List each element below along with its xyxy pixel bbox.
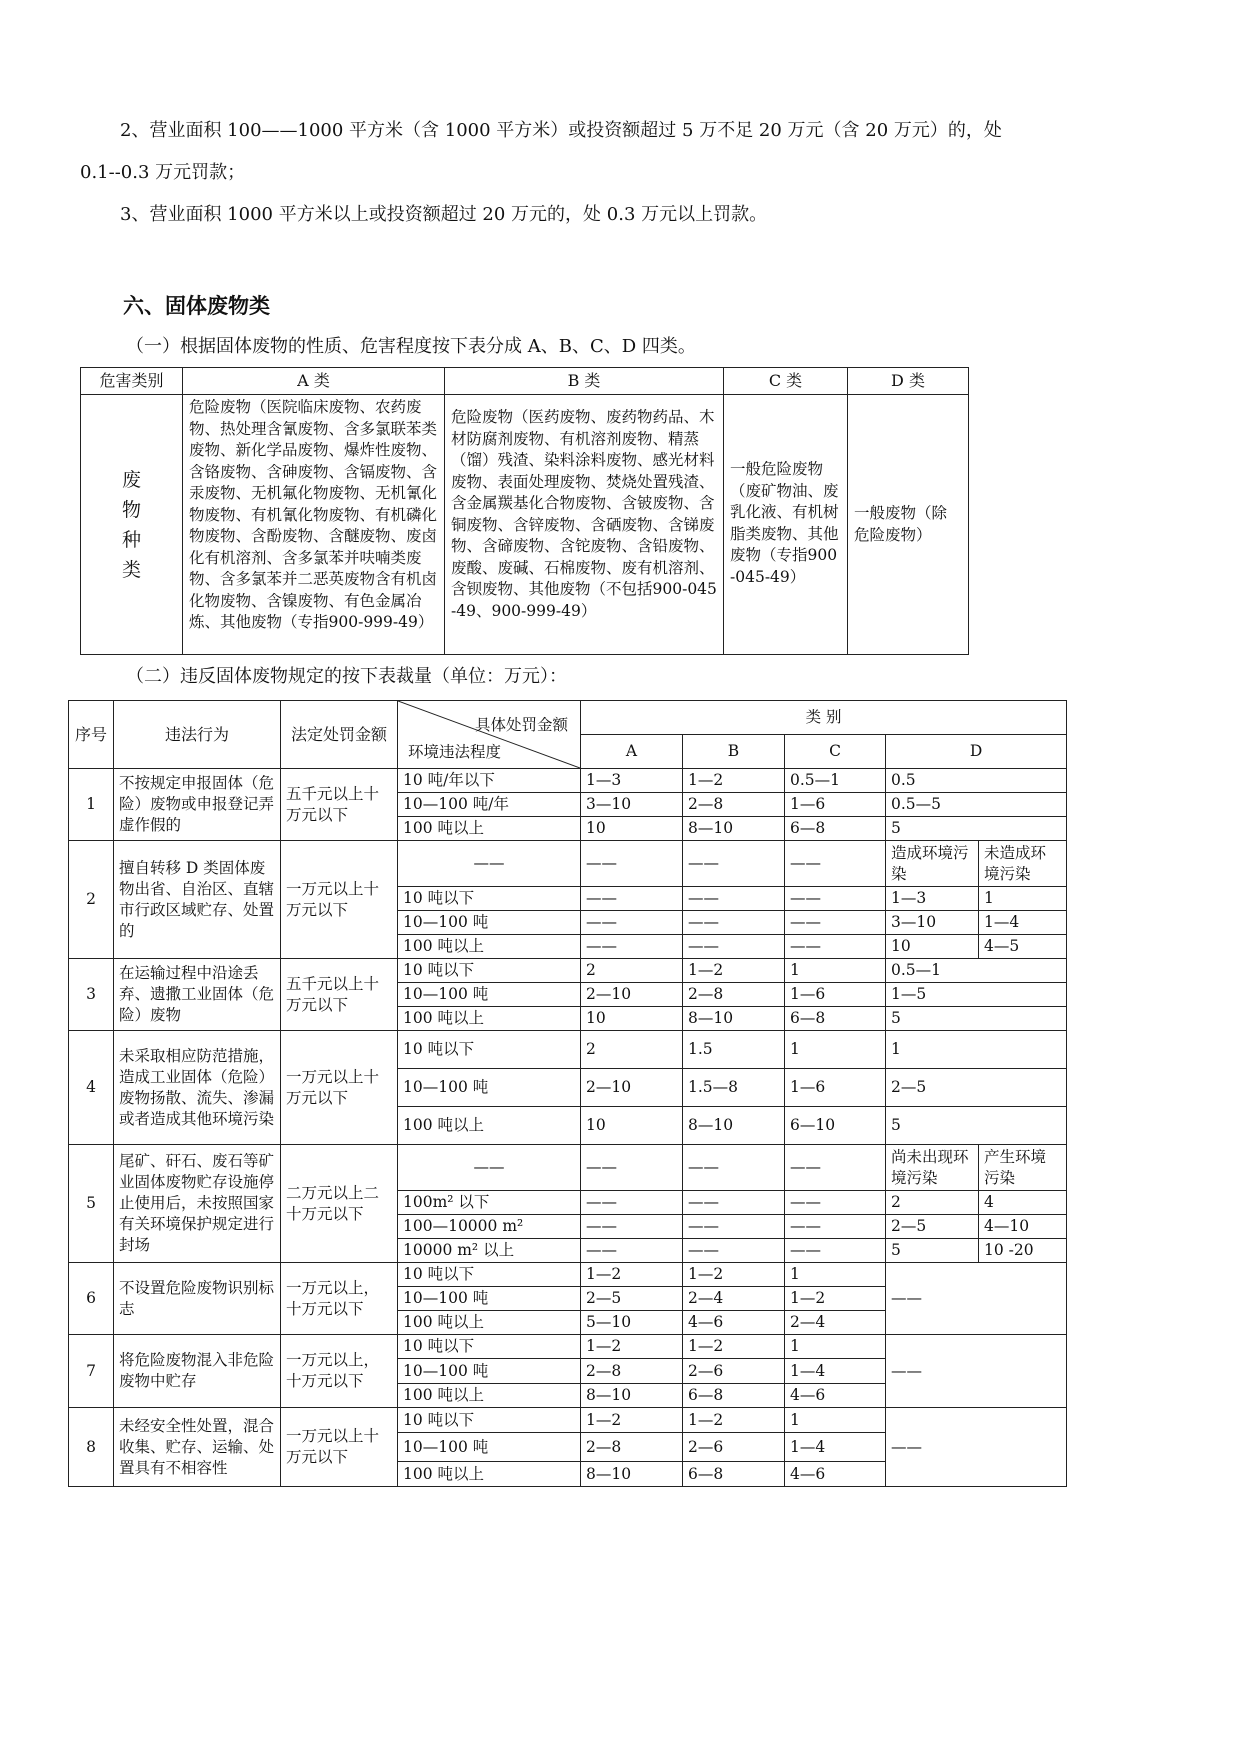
legal-amount: 五千元以上十万元以下	[281, 959, 398, 1031]
serial-no: 5	[69, 1145, 114, 1263]
amount-d: 1—5	[886, 983, 1067, 1007]
amount-a: 5—10	[581, 1311, 683, 1335]
degree: 100 吨以上	[398, 1384, 581, 1408]
degree: 10 吨以下	[398, 1335, 581, 1359]
degree: 10—100 吨	[398, 911, 581, 935]
amount-c: 4—6	[785, 1462, 886, 1487]
amount-b: 6—8	[683, 1462, 785, 1487]
serial-no: 4	[69, 1031, 114, 1145]
amount-d: 0.5—1	[886, 959, 1067, 983]
table-row	[69, 1408, 1067, 1433]
amount-a: 2—8	[581, 1433, 683, 1462]
amount-c: 1—6	[785, 1069, 886, 1107]
legal-amount: 一万元以上，十万元以下	[281, 1263, 398, 1335]
amount-b-dash: ——	[683, 911, 785, 935]
paragraph-2-line-2: 0.1--0.3 万元罚款；	[80, 162, 246, 183]
amount-a: 2—8	[581, 1359, 683, 1384]
amount-d1: 1—3	[886, 887, 979, 911]
serial-no: 7	[69, 1335, 114, 1408]
amount-a: 1—2	[581, 1335, 683, 1359]
header-diagonal-cell	[398, 701, 581, 769]
amount-a-dash: ——	[581, 1239, 683, 1263]
amount-b: 6—8	[683, 1384, 785, 1408]
amount-a-dash: ——	[581, 1215, 683, 1239]
row-label-waste-type: 废物种类	[81, 395, 183, 655]
table-row	[69, 769, 1067, 793]
serial-no: 2	[69, 841, 114, 959]
amount-d1: 10	[886, 935, 979, 959]
amount-b: 1—2	[683, 959, 785, 983]
penalty-table	[68, 700, 1067, 1487]
header-cat-a: A	[581, 735, 683, 769]
amount-a-dash: ——	[581, 1145, 683, 1191]
degree: 100 吨以上	[398, 817, 581, 841]
table-row	[69, 1335, 1067, 1359]
class-d-desc: 一般废物（除危险废物）	[848, 395, 969, 655]
amount-c: 0.5—1	[785, 769, 886, 793]
amount-d2: 1—4	[979, 911, 1067, 935]
amount-b: 2—8	[683, 983, 785, 1007]
amount-a-dash: ——	[581, 887, 683, 911]
amount-c: 1	[785, 1263, 886, 1287]
amount-c-dash: ——	[785, 841, 886, 887]
amount-d1: 3—10	[886, 911, 979, 935]
serial-no: 6	[69, 1263, 114, 1335]
d-subheader-no-pollution-yet: 尚未出现环境污染	[886, 1145, 979, 1191]
amount-c-dash: ——	[785, 1215, 886, 1239]
degree-dash: ——	[398, 841, 581, 887]
amount-d1: 2—5	[886, 1215, 979, 1239]
amount-c-dash: ——	[785, 935, 886, 959]
degree: 10—100 吨	[398, 983, 581, 1007]
header-legal-amount: 法定处罚金额	[281, 701, 398, 769]
amount-a: 10	[581, 1007, 683, 1031]
amount-d: 5	[886, 817, 1067, 841]
violation-desc: 未采取相应防范措施，造成工业固体（危险）废物扬散、流失、渗漏或者造成其他环境污染	[114, 1031, 281, 1145]
degree: 10—100 吨	[398, 1359, 581, 1384]
serial-no: 1	[69, 769, 114, 841]
d-subheader-polluted: 造成环境污染	[886, 841, 979, 887]
degree: 10 吨/年以下	[398, 769, 581, 793]
amount-c: 1	[785, 1335, 886, 1359]
amount-d-dash: ——	[886, 1335, 1067, 1408]
diag-label-env-degree: 环境违法程度	[408, 743, 502, 761]
amount-c: 1—4	[785, 1359, 886, 1384]
amount-b: 4—6	[683, 1311, 785, 1335]
amount-d2: 1	[979, 887, 1067, 911]
amount-d2: 10 -20	[979, 1239, 1067, 1263]
amount-d: 0.5	[886, 769, 1067, 793]
degree-dash: ——	[398, 1145, 581, 1191]
amount-a: 8—10	[581, 1462, 683, 1487]
table-row	[69, 841, 1067, 887]
amount-a: 2—10	[581, 983, 683, 1007]
serial-no: 8	[69, 1408, 114, 1487]
amount-c: 6—8	[785, 1007, 886, 1031]
amount-c: 6—8	[785, 817, 886, 841]
amount-b-dash: ——	[683, 935, 785, 959]
amount-a: 2—5	[581, 1287, 683, 1311]
amount-a-dash: ——	[581, 1191, 683, 1215]
amount-b: 2—6	[683, 1433, 785, 1462]
amount-d: 2—5	[886, 1069, 1067, 1107]
table-row	[69, 1263, 1067, 1287]
amount-b-dash: ——	[683, 841, 785, 887]
degree: 10 吨以下	[398, 959, 581, 983]
amount-b-dash: ——	[683, 887, 785, 911]
amount-b: 1—2	[683, 769, 785, 793]
serial-no: 3	[69, 959, 114, 1031]
legal-amount: 一万元以上十万元以下	[281, 841, 398, 959]
amount-b: 1—2	[683, 1408, 785, 1433]
header-category: 类 别	[581, 701, 1067, 735]
violation-desc: 不设置危险废物识别标志	[114, 1263, 281, 1335]
degree: 10—100 吨/年	[398, 793, 581, 817]
class-b-desc: 危险废物（医药废物、废药物药品、木材防腐剂废物、有机溶剂废物、精蒸（馏）残渣、染料涂料废物、感光材料废物、表面处理废物、焚烧处置残渣、含金属羰基化合物废物、含铍废物、含铜废物、含锌废物、含硒废物、含锑废物、含碲废物、含铊废物、含铅废物、废酸、废碱、石棉废物、废有机溶剂、含钡废物、其他废物（不包括900-045-49、900-999-49）	[445, 395, 724, 655]
amount-c: 4—6	[785, 1384, 886, 1408]
amount-c: 1	[785, 1408, 886, 1433]
violation-desc: 未经安全性处置，混合收集、贮存、运输、处置具有不相容性	[114, 1408, 281, 1487]
amount-c-dash: ——	[785, 1191, 886, 1215]
legal-amount: 二万元以上二十万元以下	[281, 1145, 398, 1263]
class-a-desc: 危险废物（医院临床废物、农药废物、热处理含氰废物、含多氯联苯类废物、新化学品废物、爆炸性废物、含铬废物、含砷废物、含镉废物、含汞废物、无机氟化物废物、无机氰化物废物、有机氰化物废物、有机磷化物废物、含酚废物、含醚废物、废卤化有机溶剂、含多氯苯并呋喃类废物、含多氯苯并二恶英废物含有机卤化物废物、含镍废物、有色金属冶炼、其他废物（专指900-999-49）	[183, 395, 445, 655]
header-cat-c: C	[785, 735, 886, 769]
degree: 10 吨以下	[398, 1263, 581, 1287]
amount-b-dash: ——	[683, 1239, 785, 1263]
degree: 100 吨以上	[398, 1311, 581, 1335]
amount-a: 8—10	[581, 1384, 683, 1408]
degree: 100m² 以下	[398, 1191, 581, 1215]
amount-b: 8—10	[683, 1007, 785, 1031]
amount-d-dash: ——	[886, 1263, 1067, 1335]
degree: 100 吨以上	[398, 1107, 581, 1145]
diag-label-penalty-amount: 具体处罚金额	[474, 716, 568, 734]
header-cat-b: B	[683, 735, 785, 769]
violation-desc: 在运输过程中沿途丢弃、遗撒工业固体（危险）废物	[114, 959, 281, 1031]
header-class-b: B 类	[445, 368, 724, 395]
amount-b: 2—4	[683, 1287, 785, 1311]
amount-c: 1	[785, 959, 886, 983]
header-serial-no: 序号	[69, 701, 114, 769]
d-subheader-not-polluted: 未造成环境污染	[979, 841, 1067, 887]
amount-d2: 4—10	[979, 1215, 1067, 1239]
table-row	[69, 1031, 1067, 1069]
degree: 100 吨以上	[398, 1007, 581, 1031]
subsection-1-intro: （一）根据固体废物的性质、危害程度按下表分成 A、B、C、D 四类。	[126, 336, 696, 357]
degree: 100 吨以上	[398, 1462, 581, 1487]
legal-amount: 一万元以上十万元以下	[281, 1408, 398, 1487]
amount-b-dash: ——	[683, 1145, 785, 1191]
degree: 10 吨以下	[398, 1408, 581, 1433]
degree: 10 吨以下	[398, 887, 581, 911]
amount-a: 10	[581, 1107, 683, 1145]
amount-b: 1—2	[683, 1335, 785, 1359]
table-row	[69, 959, 1067, 983]
degree: 100 吨以上	[398, 935, 581, 959]
amount-a: 1—2	[581, 1263, 683, 1287]
amount-b-dash: ——	[683, 1191, 785, 1215]
header-hazard-class: 危害类别	[81, 368, 183, 395]
amount-d: 5	[886, 1107, 1067, 1145]
subsection-2-intro: （二）违反固体废物规定的按下表裁量（单位：万元）：	[126, 666, 567, 687]
amount-d1: 5	[886, 1239, 979, 1263]
amount-c: 1—2	[785, 1287, 886, 1311]
table-row	[69, 1145, 1067, 1191]
degree: 100—10000 m²	[398, 1215, 581, 1239]
amount-c-dash: ——	[785, 1239, 886, 1263]
amount-b: 8—10	[683, 1107, 785, 1145]
amount-a-dash: ——	[581, 841, 683, 887]
amount-a: 10	[581, 817, 683, 841]
amount-b: 8—10	[683, 817, 785, 841]
header-class-a: A 类	[183, 368, 445, 395]
amount-a: 2—10	[581, 1069, 683, 1107]
violation-desc: 尾矿、矸石、废石等矿业固体废物贮存设施停止使用后，未按照国家有关环境保护规定进行封场	[114, 1145, 281, 1263]
amount-a: 3—10	[581, 793, 683, 817]
degree: 10—100 吨	[398, 1287, 581, 1311]
amount-a: 1—2	[581, 1408, 683, 1433]
amount-d-dash: ——	[886, 1408, 1067, 1487]
header-violation: 违法行为	[114, 701, 281, 769]
amount-c: 6—10	[785, 1107, 886, 1145]
degree: 10 吨以下	[398, 1031, 581, 1069]
amount-c: 1—4	[785, 1433, 886, 1462]
legal-amount: 五千元以上十万元以下	[281, 769, 398, 841]
amount-a-dash: ——	[581, 911, 683, 935]
amount-a: 2	[581, 959, 683, 983]
amount-b: 2—8	[683, 793, 785, 817]
legal-amount: 一万元以上，十万元以下	[281, 1335, 398, 1408]
amount-b: 2—6	[683, 1359, 785, 1384]
amount-d: 0.5—5	[886, 793, 1067, 817]
amount-b: 1.5—8	[683, 1069, 785, 1107]
amount-d2: 4—5	[979, 935, 1067, 959]
violation-desc: 不按规定申报固体（危险）废物或申报登记弄虚作假的	[114, 769, 281, 841]
amount-a: 1—3	[581, 769, 683, 793]
amount-c: 1—6	[785, 793, 886, 817]
paragraph-3: 3、营业面积 1000 平方米以上或投资额超过 20 万元的，处 0.3 万元以上罚款。	[120, 204, 768, 225]
violation-desc: 擅自转移 D 类固体废物出省、自治区、直辖市行政区域贮存、处置的	[114, 841, 281, 959]
amount-d: 5	[886, 1007, 1067, 1031]
amount-c-dash: ——	[785, 911, 886, 935]
amount-c: 1	[785, 1031, 886, 1069]
amount-c-dash: ——	[785, 1145, 886, 1191]
degree: 10—100 吨	[398, 1069, 581, 1107]
section-title: 六、固体废物类	[123, 294, 270, 318]
amount-d: 1	[886, 1031, 1067, 1069]
amount-a: 2	[581, 1031, 683, 1069]
header-cat-d: D	[886, 735, 1067, 769]
amount-c: 1—6	[785, 983, 886, 1007]
waste-class-table	[80, 367, 969, 655]
amount-d2: 4	[979, 1191, 1067, 1215]
d-subheader-pollution: 产生环境污染	[979, 1145, 1067, 1191]
paragraph-2-line-1: 2、营业面积 100——1000 平方米（含 1000 平方米）或投资额超过 5 万不足 20 万元（含 20 万元）的，处	[120, 120, 1002, 141]
amount-b: 1.5	[683, 1031, 785, 1069]
degree: 10—100 吨	[398, 1433, 581, 1462]
header-class-d: D 类	[848, 368, 969, 395]
amount-a-dash: ——	[581, 935, 683, 959]
legal-amount: 一万元以上十万元以下	[281, 1031, 398, 1145]
degree: 10000 m² 以上	[398, 1239, 581, 1263]
header-class-c: C 类	[724, 368, 848, 395]
amount-d1: 2	[886, 1191, 979, 1215]
amount-c-dash: ——	[785, 887, 886, 911]
class-c-desc: 一般危险废物（废矿物油、废乳化液、有机树脂类废物、其他废物（专指900-045-49）	[724, 395, 848, 655]
violation-desc: 将危险废物混入非危险废物中贮存	[114, 1335, 281, 1408]
amount-b: 1—2	[683, 1263, 785, 1287]
amount-c: 2—4	[785, 1311, 886, 1335]
amount-b-dash: ——	[683, 1215, 785, 1239]
